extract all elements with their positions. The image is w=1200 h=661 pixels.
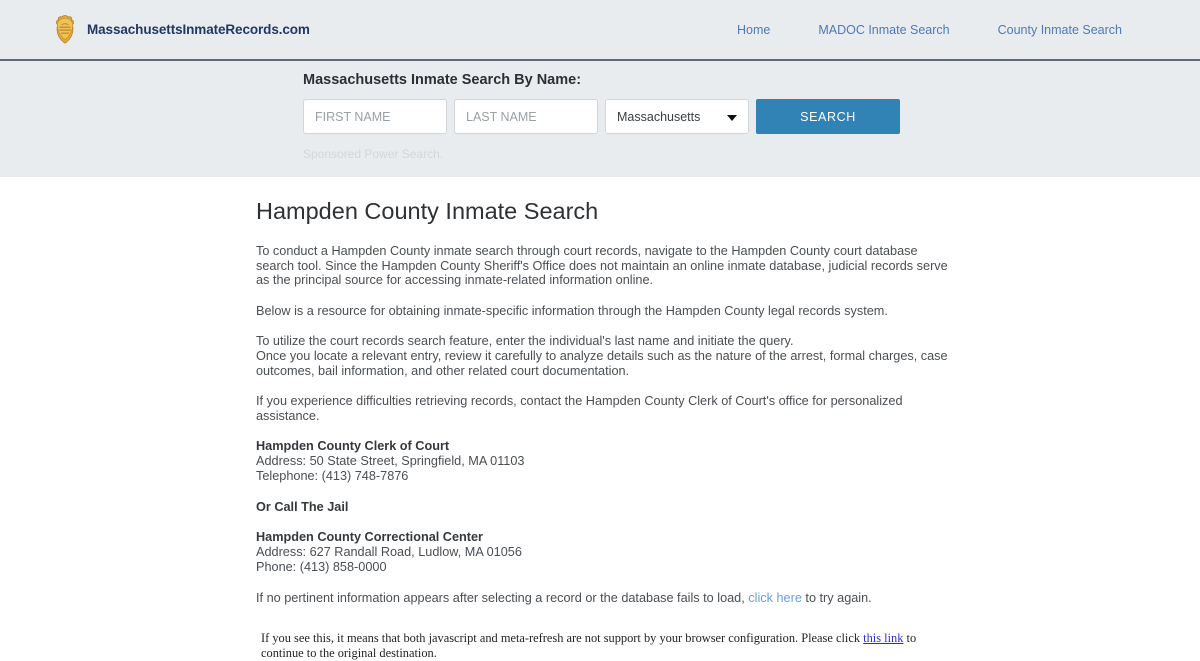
page-title: Hampden County Inmate Search: [256, 198, 599, 224]
state-select-wrapper: [605, 99, 749, 134]
nav-item-county-inmate-search[interactable]: County Inmate Search: [997, 22, 1122, 37]
resource-paragraph: Below is a resource for obtaining inmate-specific information through the Hampden County legal records system.: [256, 303, 888, 318]
clerk-name: Hampden County Clerk of Court: [256, 439, 450, 454]
main-content: [0, 177, 1200, 661]
brand-name: MassachusettsInmateRecords.com: [87, 22, 310, 37]
police-badge-icon: [52, 14, 78, 46]
first-name-input[interactable]: [303, 99, 447, 134]
main-nav: [737, 23, 1122, 37]
retry-prefix: If no pertinent information appears after selecting a record or the database fails to load,: [256, 591, 749, 606]
or-call-the-jail-heading: Or Call The Jail: [256, 500, 349, 515]
search-button[interactable]: SEARCH: [756, 99, 900, 134]
instructions-paragraph: [256, 334, 950, 378]
clerk-address: Address: 50 State Street, Springfield, MA 01103: [256, 454, 525, 469]
state-select[interactable]: [605, 99, 749, 134]
site-header: [0, 0, 1200, 61]
retry-paragraph: [256, 591, 950, 606]
this-link-link[interactable]: this link: [863, 630, 904, 645]
retry-suffix: to try again.: [801, 591, 872, 606]
instructions-line-2: Once you locate a relevant entry, review it carefully to analyze details such as the nature of the arrest, formal charges, case outcomes, bail information, and other related court documentation.: [256, 348, 948, 378]
correctional-center-contact: [256, 530, 950, 575]
search-panel-title: Massachusetts Inmate Search By Name:: [303, 72, 582, 88]
clerk-of-court-contact: [256, 439, 950, 484]
nav-item-madoc-inmate-search[interactable]: MADOC Inmate Search: [818, 22, 950, 37]
last-name-input[interactable]: [454, 99, 598, 134]
search-form: [303, 99, 1200, 134]
intro-paragraph: To conduct a Hampden County inmate search through court records, navigate to the Hampden County court database search tool. Since the Hampden County Sheriff's Office does not maintain an online inmate database, judicial records serve as the principal source for accessing inmate-related information online.: [256, 244, 948, 288]
brand-logo-link[interactable]: [52, 14, 310, 46]
jail-name: Hampden County Correctional Center: [256, 530, 483, 545]
noscript-message: [256, 631, 950, 661]
sponsored-note: Sponsored Power Search.: [303, 147, 444, 161]
clerk-telephone: Telephone: (413) 748-7876: [256, 469, 409, 484]
noscript-suffix: to continue to the original destination.: [261, 630, 917, 660]
jail-phone: Phone: (413) 858-0000: [256, 560, 387, 575]
nav-item-home[interactable]: Home: [736, 22, 771, 37]
click-here-link[interactable]: click here: [748, 591, 802, 606]
inmate-search-panel: [0, 61, 1200, 177]
instructions-line-1: To utilize the court records search feature, enter the individual's last name and initiate the query.: [256, 334, 794, 349]
assistance-paragraph: If you experience difficulties retrieving records, contact the Hampden County Clerk of Court's office for personalized assistance.: [256, 394, 903, 423]
noscript-prefix: If you see this, it means that both javascript and meta-refresh are not support by your browser configuration. Please click: [261, 630, 864, 645]
jail-address: Address: 627 Randall Road, Ludlow, MA 01056: [256, 545, 522, 560]
